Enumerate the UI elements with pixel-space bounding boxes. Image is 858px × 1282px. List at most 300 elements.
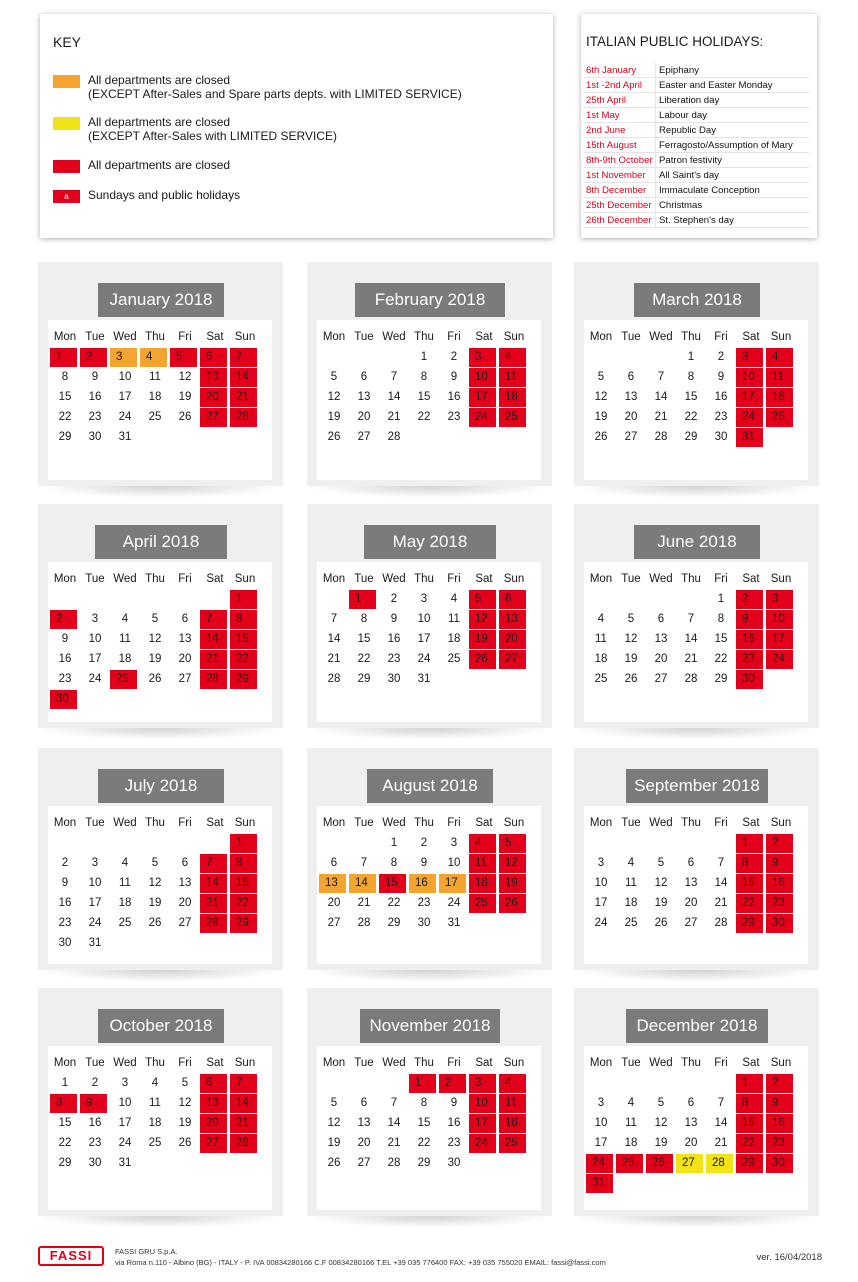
holiday-name: All Saint's day bbox=[656, 168, 810, 183]
empty-cell bbox=[110, 834, 140, 853]
day-cell: 18 bbox=[148, 1117, 162, 1129]
weekday-label: Wed bbox=[382, 1057, 406, 1069]
day-cell: 16 bbox=[766, 1114, 793, 1133]
day-cell: 9 bbox=[61, 877, 69, 889]
day-cell: 21 bbox=[357, 897, 371, 909]
day-cell: 6 bbox=[181, 857, 189, 869]
day-cell: 17 bbox=[594, 897, 608, 909]
week-row bbox=[319, 834, 529, 854]
day-cell: 3 bbox=[597, 857, 605, 869]
week-row bbox=[319, 670, 529, 690]
empty-cell bbox=[469, 428, 499, 447]
weekday-label: Fri bbox=[178, 1057, 192, 1069]
empty-cell bbox=[110, 690, 140, 709]
day-cell: 18 bbox=[624, 897, 638, 909]
empty-cell bbox=[379, 1074, 409, 1093]
day-cell: 19 bbox=[499, 874, 526, 893]
week-row bbox=[319, 650, 529, 670]
day-cell: 7 bbox=[330, 613, 338, 625]
day-cell: 30 bbox=[387, 673, 401, 685]
empty-cell bbox=[170, 690, 200, 709]
day-cell: 19 bbox=[594, 411, 608, 423]
day-cell: 12 bbox=[178, 371, 192, 383]
day-cell: 7 bbox=[657, 371, 665, 383]
week-row bbox=[319, 590, 529, 610]
key-item bbox=[53, 115, 337, 143]
day-cell: 11 bbox=[119, 633, 131, 645]
week-row bbox=[319, 854, 529, 874]
day-cell: 17 bbox=[736, 388, 763, 407]
day-cell: 16 bbox=[409, 874, 436, 893]
day-cell: 9 bbox=[736, 610, 763, 629]
day-cell: 21 bbox=[654, 411, 668, 423]
weekday-label: Wed bbox=[649, 817, 673, 829]
day-cell: 29 bbox=[417, 1157, 431, 1169]
week-row bbox=[50, 1074, 260, 1094]
company-address: via Roma n.110 - Albino (BG) - ITALY - P. IVA 00834280166 C.F 00834280166 T.EL +39 035 776400 FAX: +39 035 755020 EMAIL: fassi@fassi.com bbox=[115, 1258, 606, 1267]
holiday-date: 8th-9th October bbox=[584, 153, 656, 168]
month-calendar bbox=[307, 504, 552, 728]
week-row bbox=[586, 834, 796, 854]
weekday-label: Thu bbox=[145, 817, 165, 829]
day-cell: 14 bbox=[684, 633, 698, 645]
day-cell: 26 bbox=[327, 1157, 341, 1169]
day-cell: 5 bbox=[151, 857, 159, 869]
day-cell: 17 bbox=[417, 633, 431, 645]
weekday-label: Thu bbox=[145, 1057, 165, 1069]
day-cell: 6 bbox=[200, 1074, 227, 1093]
empty-cell bbox=[200, 1154, 230, 1173]
day-cell: 12 bbox=[327, 1117, 341, 1129]
day-cell: 26 bbox=[469, 650, 496, 669]
weekday-label: Sat bbox=[742, 331, 760, 343]
month-title: June 2018 bbox=[634, 525, 760, 559]
day-cell: 27 bbox=[178, 917, 192, 929]
holiday-date: 15th August bbox=[584, 138, 656, 153]
day-cell: 24 bbox=[766, 650, 793, 669]
empty-cell bbox=[646, 590, 676, 609]
day-cell: 2 bbox=[390, 593, 398, 605]
week-row bbox=[586, 1074, 796, 1094]
day-cell: 17 bbox=[594, 1137, 608, 1149]
day-cell: 20 bbox=[200, 1114, 227, 1133]
day-cell: 12 bbox=[654, 1117, 668, 1129]
day-cell: 18 bbox=[499, 1114, 526, 1133]
month-calendar bbox=[574, 988, 819, 1216]
day-cell: 15 bbox=[684, 391, 698, 403]
day-cell: 23 bbox=[88, 411, 102, 423]
day-cell: 6 bbox=[360, 1097, 368, 1109]
day-cell: 3 bbox=[469, 348, 496, 367]
month-title: April 2018 bbox=[95, 525, 227, 559]
day-cell: 9 bbox=[450, 371, 458, 383]
week-row bbox=[50, 914, 260, 934]
holiday-name: St. Stephen's day bbox=[656, 213, 810, 228]
day-cell: 4 bbox=[766, 348, 793, 367]
weekday-header bbox=[50, 1052, 260, 1074]
day-cell: 16 bbox=[387, 633, 401, 645]
day-cell: 14 bbox=[200, 630, 227, 649]
empty-cell bbox=[140, 834, 170, 853]
day-cell: 26 bbox=[178, 411, 192, 423]
day-cell: 9 bbox=[61, 633, 69, 645]
empty-cell bbox=[200, 590, 230, 609]
weekday-label: Fri bbox=[714, 331, 728, 343]
weekday-label: Wed bbox=[382, 817, 406, 829]
weekday-label: Sat bbox=[475, 331, 493, 343]
day-cell: 4 bbox=[450, 593, 458, 605]
day-cell: 26 bbox=[148, 917, 162, 929]
week-row bbox=[319, 1154, 529, 1174]
weekday-label: Mon bbox=[322, 817, 346, 829]
day-cell: 20 bbox=[327, 897, 341, 909]
day-cell: 15 bbox=[736, 1114, 763, 1133]
day-cell: 1 bbox=[230, 834, 257, 853]
empty-cell bbox=[646, 834, 676, 853]
week-row bbox=[50, 1134, 260, 1154]
weekday-label: Mon bbox=[589, 1057, 613, 1069]
day-cell: 14 bbox=[387, 391, 401, 403]
empty-cell bbox=[110, 934, 140, 953]
day-cell: 17 bbox=[766, 630, 793, 649]
holidays-panel bbox=[581, 14, 817, 238]
day-cell: 18 bbox=[447, 633, 461, 645]
day-cell: 11 bbox=[149, 1097, 161, 1109]
day-cell: 3 bbox=[736, 348, 763, 367]
month-days-grid bbox=[586, 568, 796, 690]
empty-cell bbox=[706, 1174, 736, 1193]
day-cell: 5 bbox=[657, 1097, 665, 1109]
day-cell: 15 bbox=[357, 633, 371, 645]
week-row bbox=[319, 368, 529, 388]
day-cell: 20 bbox=[624, 411, 638, 423]
day-cell: 4 bbox=[627, 1097, 635, 1109]
empty-cell bbox=[349, 834, 379, 853]
empty-cell bbox=[706, 834, 736, 853]
empty-cell bbox=[230, 1154, 260, 1173]
day-cell: 14 bbox=[714, 1117, 728, 1129]
key-text: All departments are closed bbox=[88, 158, 231, 172]
day-cell: 7 bbox=[200, 610, 227, 629]
empty-cell bbox=[586, 1074, 616, 1093]
weekday-label: Fri bbox=[447, 817, 461, 829]
day-cell: 30 bbox=[88, 431, 102, 443]
day-cell: 15 bbox=[714, 633, 728, 645]
holiday-row bbox=[584, 168, 809, 183]
week-row bbox=[319, 1114, 529, 1134]
empty-cell bbox=[230, 428, 260, 447]
holiday-date: 1st November bbox=[584, 168, 656, 183]
month-days-grid bbox=[50, 326, 260, 448]
weekday-label: Sun bbox=[770, 817, 792, 829]
day-cell: 2 bbox=[91, 1077, 99, 1089]
empty-cell bbox=[676, 834, 706, 853]
week-row bbox=[586, 670, 796, 690]
day-cell: 27 bbox=[654, 673, 668, 685]
weekday-label: Thu bbox=[414, 1057, 434, 1069]
day-cell: 10 bbox=[736, 368, 763, 387]
day-cell: 13 bbox=[319, 874, 346, 893]
day-cell: 7 bbox=[390, 1097, 398, 1109]
empty-cell bbox=[616, 834, 646, 853]
week-row bbox=[586, 914, 796, 934]
month-days-grid bbox=[50, 568, 260, 710]
day-cell: 12 bbox=[148, 877, 162, 889]
holiday-date: 8th December bbox=[584, 183, 656, 198]
day-cell: 13 bbox=[200, 368, 227, 387]
day-cell: 6 bbox=[627, 371, 635, 383]
day-cell: 6 bbox=[687, 1097, 695, 1109]
day-cell: 31 bbox=[736, 428, 763, 447]
empty-cell bbox=[766, 1174, 796, 1193]
empty-cell bbox=[646, 1074, 676, 1093]
holiday-row bbox=[584, 108, 809, 123]
weekday-label: Wed bbox=[113, 817, 137, 829]
day-cell: 27 bbox=[200, 408, 227, 427]
day-cell: 26 bbox=[594, 431, 608, 443]
day-cell: 13 bbox=[200, 1094, 227, 1113]
empty-cell bbox=[586, 348, 616, 367]
day-cell: 24 bbox=[88, 917, 102, 929]
day-cell: 23 bbox=[766, 1134, 793, 1153]
day-cell: 27 bbox=[178, 673, 192, 685]
empty-cell bbox=[676, 590, 706, 609]
day-cell: 4 bbox=[499, 348, 526, 367]
weekday-label: Wed bbox=[382, 331, 406, 343]
day-cell: 4 bbox=[597, 613, 605, 625]
day-cell: 8 bbox=[420, 371, 428, 383]
day-cell: 23 bbox=[447, 1137, 461, 1149]
day-cell: 16 bbox=[88, 391, 102, 403]
month-days-grid bbox=[50, 812, 260, 954]
day-cell: 6 bbox=[499, 590, 526, 609]
month-calendar bbox=[38, 748, 283, 970]
day-cell: 10 bbox=[417, 613, 431, 625]
day-cell: 13 bbox=[684, 877, 698, 889]
day-cell: 8 bbox=[61, 371, 69, 383]
day-cell: 26 bbox=[646, 1154, 673, 1173]
day-cell: 4 bbox=[121, 857, 129, 869]
day-cell: 30 bbox=[417, 917, 431, 929]
day-cell: 4 bbox=[140, 348, 167, 367]
day-cell: 31 bbox=[118, 1157, 132, 1169]
day-cell: 23 bbox=[417, 897, 431, 909]
week-row bbox=[50, 1154, 260, 1174]
holidays-table bbox=[584, 63, 809, 228]
empty-cell bbox=[499, 670, 529, 689]
day-cell: 5 bbox=[330, 1097, 338, 1109]
weekday-label: Tue bbox=[621, 1057, 641, 1069]
day-cell: 1 bbox=[50, 348, 77, 367]
day-cell: 10 bbox=[594, 1117, 608, 1129]
day-cell: 1 bbox=[420, 351, 428, 363]
key-item bbox=[53, 188, 240, 203]
day-cell: 22 bbox=[357, 653, 371, 665]
month-title: August 2018 bbox=[367, 769, 493, 803]
day-cell: 27 bbox=[624, 431, 638, 443]
day-cell: 14 bbox=[200, 874, 227, 893]
day-cell: 3 bbox=[450, 837, 458, 849]
weekday-label: Wed bbox=[649, 331, 673, 343]
day-cell: 26 bbox=[499, 894, 526, 913]
month-days-grid bbox=[319, 1052, 529, 1174]
day-cell: 21 bbox=[327, 653, 341, 665]
weekday-label: Sat bbox=[206, 817, 224, 829]
day-cell: 22 bbox=[230, 894, 257, 913]
day-cell: 20 bbox=[499, 630, 526, 649]
weekday-label: Sat bbox=[475, 817, 493, 829]
day-cell: 30 bbox=[766, 1154, 793, 1173]
weekday-label: Sat bbox=[206, 331, 224, 343]
day-cell: 24 bbox=[447, 897, 461, 909]
empty-cell bbox=[349, 1074, 379, 1093]
day-cell: 3 bbox=[110, 348, 137, 367]
day-cell: 18 bbox=[766, 388, 793, 407]
day-cell: 28 bbox=[684, 673, 698, 685]
day-cell: 27 bbox=[357, 431, 371, 443]
weekday-label: Thu bbox=[145, 573, 165, 585]
key-item bbox=[53, 158, 230, 173]
weekday-label: Sat bbox=[206, 573, 224, 585]
day-cell: 7 bbox=[200, 854, 227, 873]
key-item bbox=[53, 73, 462, 101]
day-cell: 6 bbox=[687, 857, 695, 869]
weekday-header bbox=[50, 812, 260, 834]
weekday-header bbox=[586, 326, 796, 348]
day-cell: 5 bbox=[499, 834, 526, 853]
empty-cell bbox=[499, 914, 529, 933]
weekday-label: Fri bbox=[714, 817, 728, 829]
weekday-label: Fri bbox=[178, 331, 192, 343]
weekday-header bbox=[319, 1052, 529, 1074]
empty-cell bbox=[469, 670, 499, 689]
day-cell: 7 bbox=[717, 1097, 725, 1109]
day-cell: 1 bbox=[409, 1074, 436, 1093]
day-cell: 29 bbox=[230, 914, 257, 933]
day-cell: 26 bbox=[654, 917, 668, 929]
key-swatch bbox=[53, 160, 80, 173]
day-cell: 16 bbox=[766, 874, 793, 893]
day-cell: 14 bbox=[230, 1094, 257, 1113]
holiday-name: Patron festivity bbox=[656, 153, 810, 168]
empty-cell bbox=[170, 934, 200, 953]
day-cell: 5 bbox=[170, 348, 197, 367]
empty-cell bbox=[50, 834, 80, 853]
day-cell: 29 bbox=[714, 673, 728, 685]
day-cell: 19 bbox=[654, 1137, 668, 1149]
day-cell: 27 bbox=[499, 650, 526, 669]
weekday-label: Fri bbox=[178, 573, 192, 585]
week-row bbox=[586, 388, 796, 408]
day-cell: 31 bbox=[88, 937, 102, 949]
day-cell: 23 bbox=[58, 673, 72, 685]
day-cell: 8 bbox=[230, 610, 257, 629]
day-cell: 24 bbox=[118, 1137, 132, 1149]
key-text: All departments are closed (EXCEPT After-Sales and Spare parts depts. with LIMITED SERVICE) bbox=[88, 73, 462, 101]
day-cell: 31 bbox=[118, 431, 132, 443]
empty-cell bbox=[140, 690, 170, 709]
empty-cell bbox=[349, 348, 379, 367]
day-cell: 8 bbox=[736, 854, 763, 873]
day-cell: 2 bbox=[80, 348, 107, 367]
day-cell: 20 bbox=[178, 653, 192, 665]
day-cell: 28 bbox=[387, 431, 401, 443]
weekday-label: Thu bbox=[414, 573, 434, 585]
weekday-label: Sun bbox=[770, 1057, 792, 1069]
day-cell: 23 bbox=[447, 411, 461, 423]
day-cell: 17 bbox=[118, 391, 132, 403]
day-cell: 12 bbox=[499, 854, 526, 873]
day-cell: 28 bbox=[200, 914, 227, 933]
weekday-label: Fri bbox=[447, 1057, 461, 1069]
week-row bbox=[50, 388, 260, 408]
day-cell: 15 bbox=[379, 874, 406, 893]
day-cell: 16 bbox=[58, 653, 72, 665]
holiday-name: Ferragosto/Assumption of Mary bbox=[656, 138, 810, 153]
day-cell: 21 bbox=[230, 1114, 257, 1133]
day-cell: 6 bbox=[200, 348, 227, 367]
day-cell: 21 bbox=[684, 653, 698, 665]
day-cell: 11 bbox=[625, 877, 637, 889]
day-cell: 4 bbox=[151, 1077, 159, 1089]
holiday-date: 1st May bbox=[584, 108, 656, 123]
empty-cell bbox=[319, 1074, 349, 1093]
month-days-grid bbox=[586, 326, 796, 448]
day-cell: 1 bbox=[736, 1074, 763, 1093]
day-cell: 25 bbox=[118, 917, 132, 929]
weekday-label: Sun bbox=[234, 817, 256, 829]
day-cell: 18 bbox=[594, 653, 608, 665]
month-calendar bbox=[38, 504, 283, 728]
day-cell: 1 bbox=[390, 837, 398, 849]
day-cell: 2 bbox=[420, 837, 428, 849]
empty-cell bbox=[676, 1174, 706, 1193]
key-text: Sundays and public holidays bbox=[88, 188, 241, 202]
week-row bbox=[586, 610, 796, 630]
week-row bbox=[586, 428, 796, 448]
empty-cell bbox=[80, 690, 110, 709]
empty-cell bbox=[646, 348, 676, 367]
day-cell: 15 bbox=[417, 391, 431, 403]
weekday-label: Wed bbox=[382, 573, 406, 585]
empty-cell bbox=[469, 914, 499, 933]
day-cell: 24 bbox=[469, 1134, 496, 1153]
day-cell: 8 bbox=[717, 613, 725, 625]
day-cell: 29 bbox=[357, 673, 371, 685]
month-days-grid bbox=[586, 812, 796, 934]
day-cell: 20 bbox=[357, 411, 371, 423]
empty-cell bbox=[170, 834, 200, 853]
empty-cell bbox=[439, 670, 469, 689]
empty-cell bbox=[706, 1074, 736, 1093]
weekday-header bbox=[319, 812, 529, 834]
weekday-label: Mon bbox=[53, 573, 77, 585]
weekday-label: Tue bbox=[354, 331, 374, 343]
day-cell: 13 bbox=[624, 391, 638, 403]
week-row bbox=[586, 854, 796, 874]
weekday-header bbox=[586, 812, 796, 834]
day-cell: 11 bbox=[469, 854, 496, 873]
day-cell: 9 bbox=[390, 613, 398, 625]
day-cell: 23 bbox=[714, 411, 728, 423]
month-title: May 2018 bbox=[364, 525, 496, 559]
day-cell: 18 bbox=[118, 653, 132, 665]
day-cell: 7 bbox=[390, 371, 398, 383]
weekday-label: Tue bbox=[85, 331, 105, 343]
week-row bbox=[586, 1094, 796, 1114]
weekday-label: Sun bbox=[503, 817, 525, 829]
day-cell: 1 bbox=[230, 590, 257, 609]
